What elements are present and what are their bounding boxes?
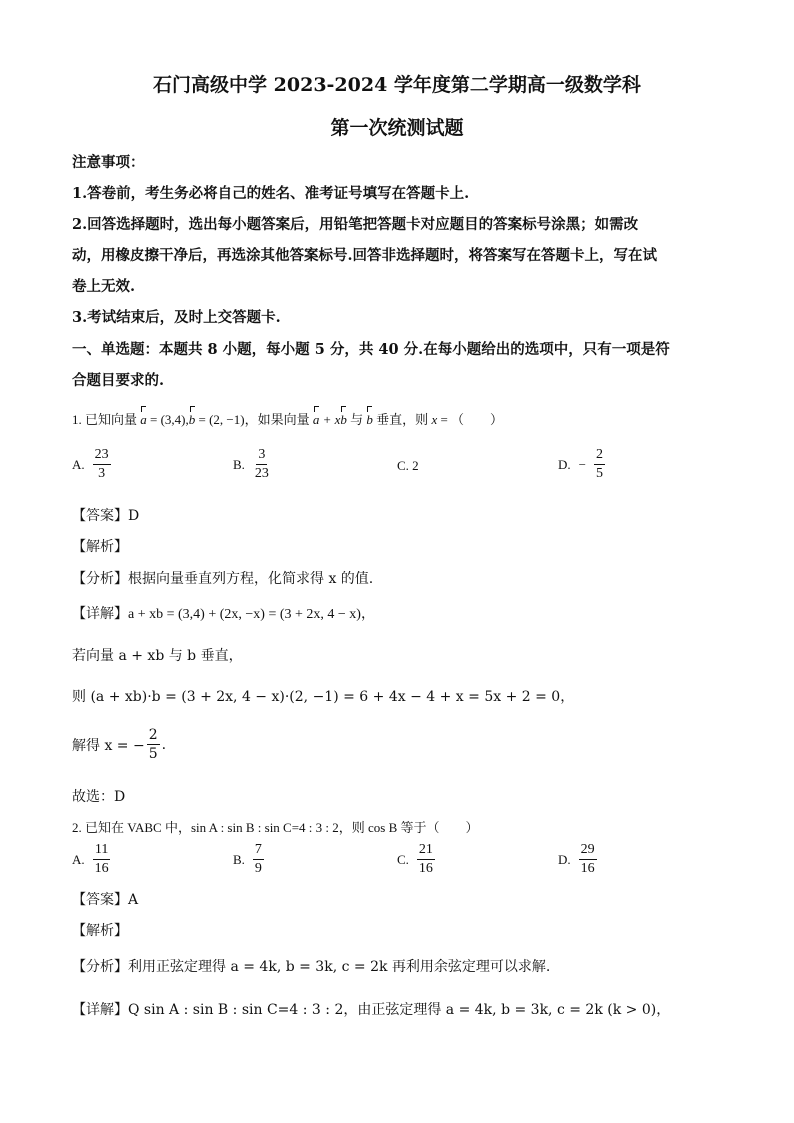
q2-detail-text: Q sin A : sin B : sin C=4 : 3 : 2，由正弦定理得 a = 4k, b = 3k, c = 2k (k > 0)，	[128, 1002, 671, 1018]
section-1-heading-line2: 合题目要求的.	[72, 372, 165, 389]
q1-option-c	[397, 458, 419, 474]
q2-option-b-den: 9	[254, 861, 262, 876]
notes-item-2-line3: 卷上无效.	[72, 278, 136, 295]
q2-fenxi	[72, 956, 550, 976]
notes-heading: 注意事项：	[72, 154, 145, 171]
q2-fenxi-text: 利用正弦定理得 a = 4k, b = 3k, c = 2k 再利用余弦定理可以求解.	[128, 959, 551, 975]
q1-stem-part-d: 垂直，则	[372, 412, 432, 427]
q2-option-d-num: 29	[579, 843, 597, 860]
q1-option-b-num: 3	[256, 448, 267, 465]
q1-vector-a-value: = (3,4),	[146, 412, 189, 427]
q1-line4-den: 5	[148, 746, 158, 762]
q2-option-c-label: C.	[397, 851, 409, 867]
q1-line4-pre: 解得 x = −	[72, 737, 145, 754]
q1-line2: 若向量 a + xb 与 b 垂直，	[72, 648, 243, 664]
q2-option-d-den: 16	[580, 861, 595, 876]
notes-item-1: 1.答卷前，考生务必将自己的姓名、准考证号填写在答题卡上.	[72, 185, 470, 202]
q1-detail-tag: 【详解】	[72, 606, 128, 622]
q2-answer-value: A	[128, 892, 139, 908]
q1-detail-line1: a + xb = (3,4) + (2x, −x) = (3 + 2x, 4 − x)，	[128, 607, 375, 622]
q1-detail	[72, 603, 375, 623]
exam-title-line2: 第一次统测试题	[330, 117, 464, 139]
q1-perp-vector-b: b	[366, 412, 373, 427]
q1-option-d	[558, 448, 605, 481]
q1-option-a-den: 3	[98, 466, 106, 481]
q2-number: 2.	[72, 820, 82, 835]
q2-option-b-label: B.	[233, 851, 245, 867]
q1-stem-part-a: 已知向量	[85, 412, 138, 427]
q2-analysis-tag: 【解析】	[72, 923, 128, 939]
q1-sum-vector-b: b	[340, 412, 347, 427]
q1-answer	[72, 505, 139, 525]
q2-option-a-label: A.	[72, 851, 85, 867]
q1-option-d-label: D.	[558, 456, 571, 472]
q1-option-a-fraction	[93, 448, 111, 481]
q1-vector-a: a	[140, 412, 147, 427]
q2-option-c-den: 16	[418, 861, 433, 876]
q1-fenxi	[72, 568, 373, 588]
q2-option-d-fraction	[579, 843, 597, 876]
q1-stem	[72, 409, 503, 428]
section-1-heading-line1: 一、单选题：本题共 8 小题，每小题 5 分，共 40 分.在每小题给出的选项中，只有一项是符	[72, 341, 670, 358]
q1-option-b-label: B.	[233, 456, 245, 472]
q2-option-c-num: 21	[417, 843, 435, 860]
q1-vector-b-value: = (2, −1)	[195, 412, 245, 427]
q1-fenxi-text: 根据向量垂直列方程，化简求得 x 的值.	[128, 571, 374, 587]
q1-stem-part-b: ，如果向量	[244, 412, 310, 427]
q2-option-d-label: D.	[558, 851, 571, 867]
q1-option-b-den: 23	[254, 466, 269, 481]
q1-stem-part-e: = （ ）	[437, 412, 504, 427]
q1-option-b-fraction	[253, 448, 271, 481]
q2-option-c-fraction	[417, 843, 435, 876]
q1-option-d-fraction	[594, 448, 605, 481]
q1-number: 1.	[72, 412, 82, 427]
q2-fenxi-tag: 【分析】	[72, 959, 128, 975]
notes-item-3: 3.考试结束后，及时上交答题卡.	[72, 309, 281, 326]
q1-line3: 则 (a + xb)·b = (3 + 2x, 4 − x)·(2, −1) = 6 + 4x − 4 + x = 5x + 2 = 0，	[72, 689, 575, 705]
q2-option-a-fraction	[93, 843, 111, 876]
q1-option-a-label: A.	[72, 456, 85, 472]
q1-analysis-tag: 【解析】	[72, 539, 128, 555]
q1-answer-tag: 【答案】	[72, 508, 128, 524]
q1-vector-b: b	[188, 412, 196, 427]
q1-option-d-den: 5	[595, 466, 603, 481]
q2-stem-text: 已知在 VABC 中，sin A : sin B : sin C=4 : 3 : 2，则 cos B 等于（ ）	[85, 820, 479, 835]
q1-line4-post: .	[161, 736, 167, 753]
q1-choose: 故选：D	[72, 789, 126, 805]
q2-answer-tag: 【答案】	[72, 892, 128, 908]
q1-option-b	[233, 448, 271, 481]
q1-fenxi-tag: 【分析】	[72, 571, 128, 587]
q2-option-c	[397, 843, 435, 876]
q1-answer-value: D	[128, 508, 140, 524]
q1-line4	[72, 728, 166, 761]
q1-line4-fraction	[147, 728, 160, 761]
q2-detail	[72, 999, 670, 1019]
q1-sum-x: + x	[319, 412, 341, 427]
q2-option-a-den: 16	[94, 861, 109, 876]
q2-option-b-num: 7	[253, 843, 264, 860]
notes-item-2-line2: 动，用橡皮擦干净后，再选涂其他答案标号.回答非选择题时，将答案写在答题卡上，写在试	[72, 247, 658, 264]
q2-option-d	[558, 843, 597, 876]
q1-option-d-sign: −	[578, 456, 586, 472]
q1-line4-num: 2	[148, 727, 158, 743]
notes-item-2-line1: 2.回答选择题时，选出每小题答案后，用铅笔把答题卡对应题目的答案标号涂黑；如需改	[72, 216, 639, 233]
q1-option-d-num: 2	[594, 448, 605, 465]
q1-option-c-text: C. 2	[397, 458, 419, 473]
q1-stem-part-c: 与	[346, 412, 367, 427]
q1-sum-vector-a: a	[312, 412, 320, 427]
q2-option-a	[72, 843, 111, 876]
q1-option-a	[72, 448, 111, 481]
q1-option-a-num: 23	[93, 448, 111, 465]
q2-answer	[72, 889, 138, 909]
q2-option-b-fraction	[253, 843, 264, 876]
q2-detail-tag: 【详解】	[72, 1002, 128, 1018]
q2-stem	[72, 817, 479, 836]
q2-option-b	[233, 843, 264, 876]
exam-title-line1: 石门高级中学 2023-2024 学年度第二学期高一级数学科	[153, 74, 641, 96]
q2-option-a-num: 11	[93, 843, 110, 860]
q1-var-x: x	[431, 412, 438, 427]
